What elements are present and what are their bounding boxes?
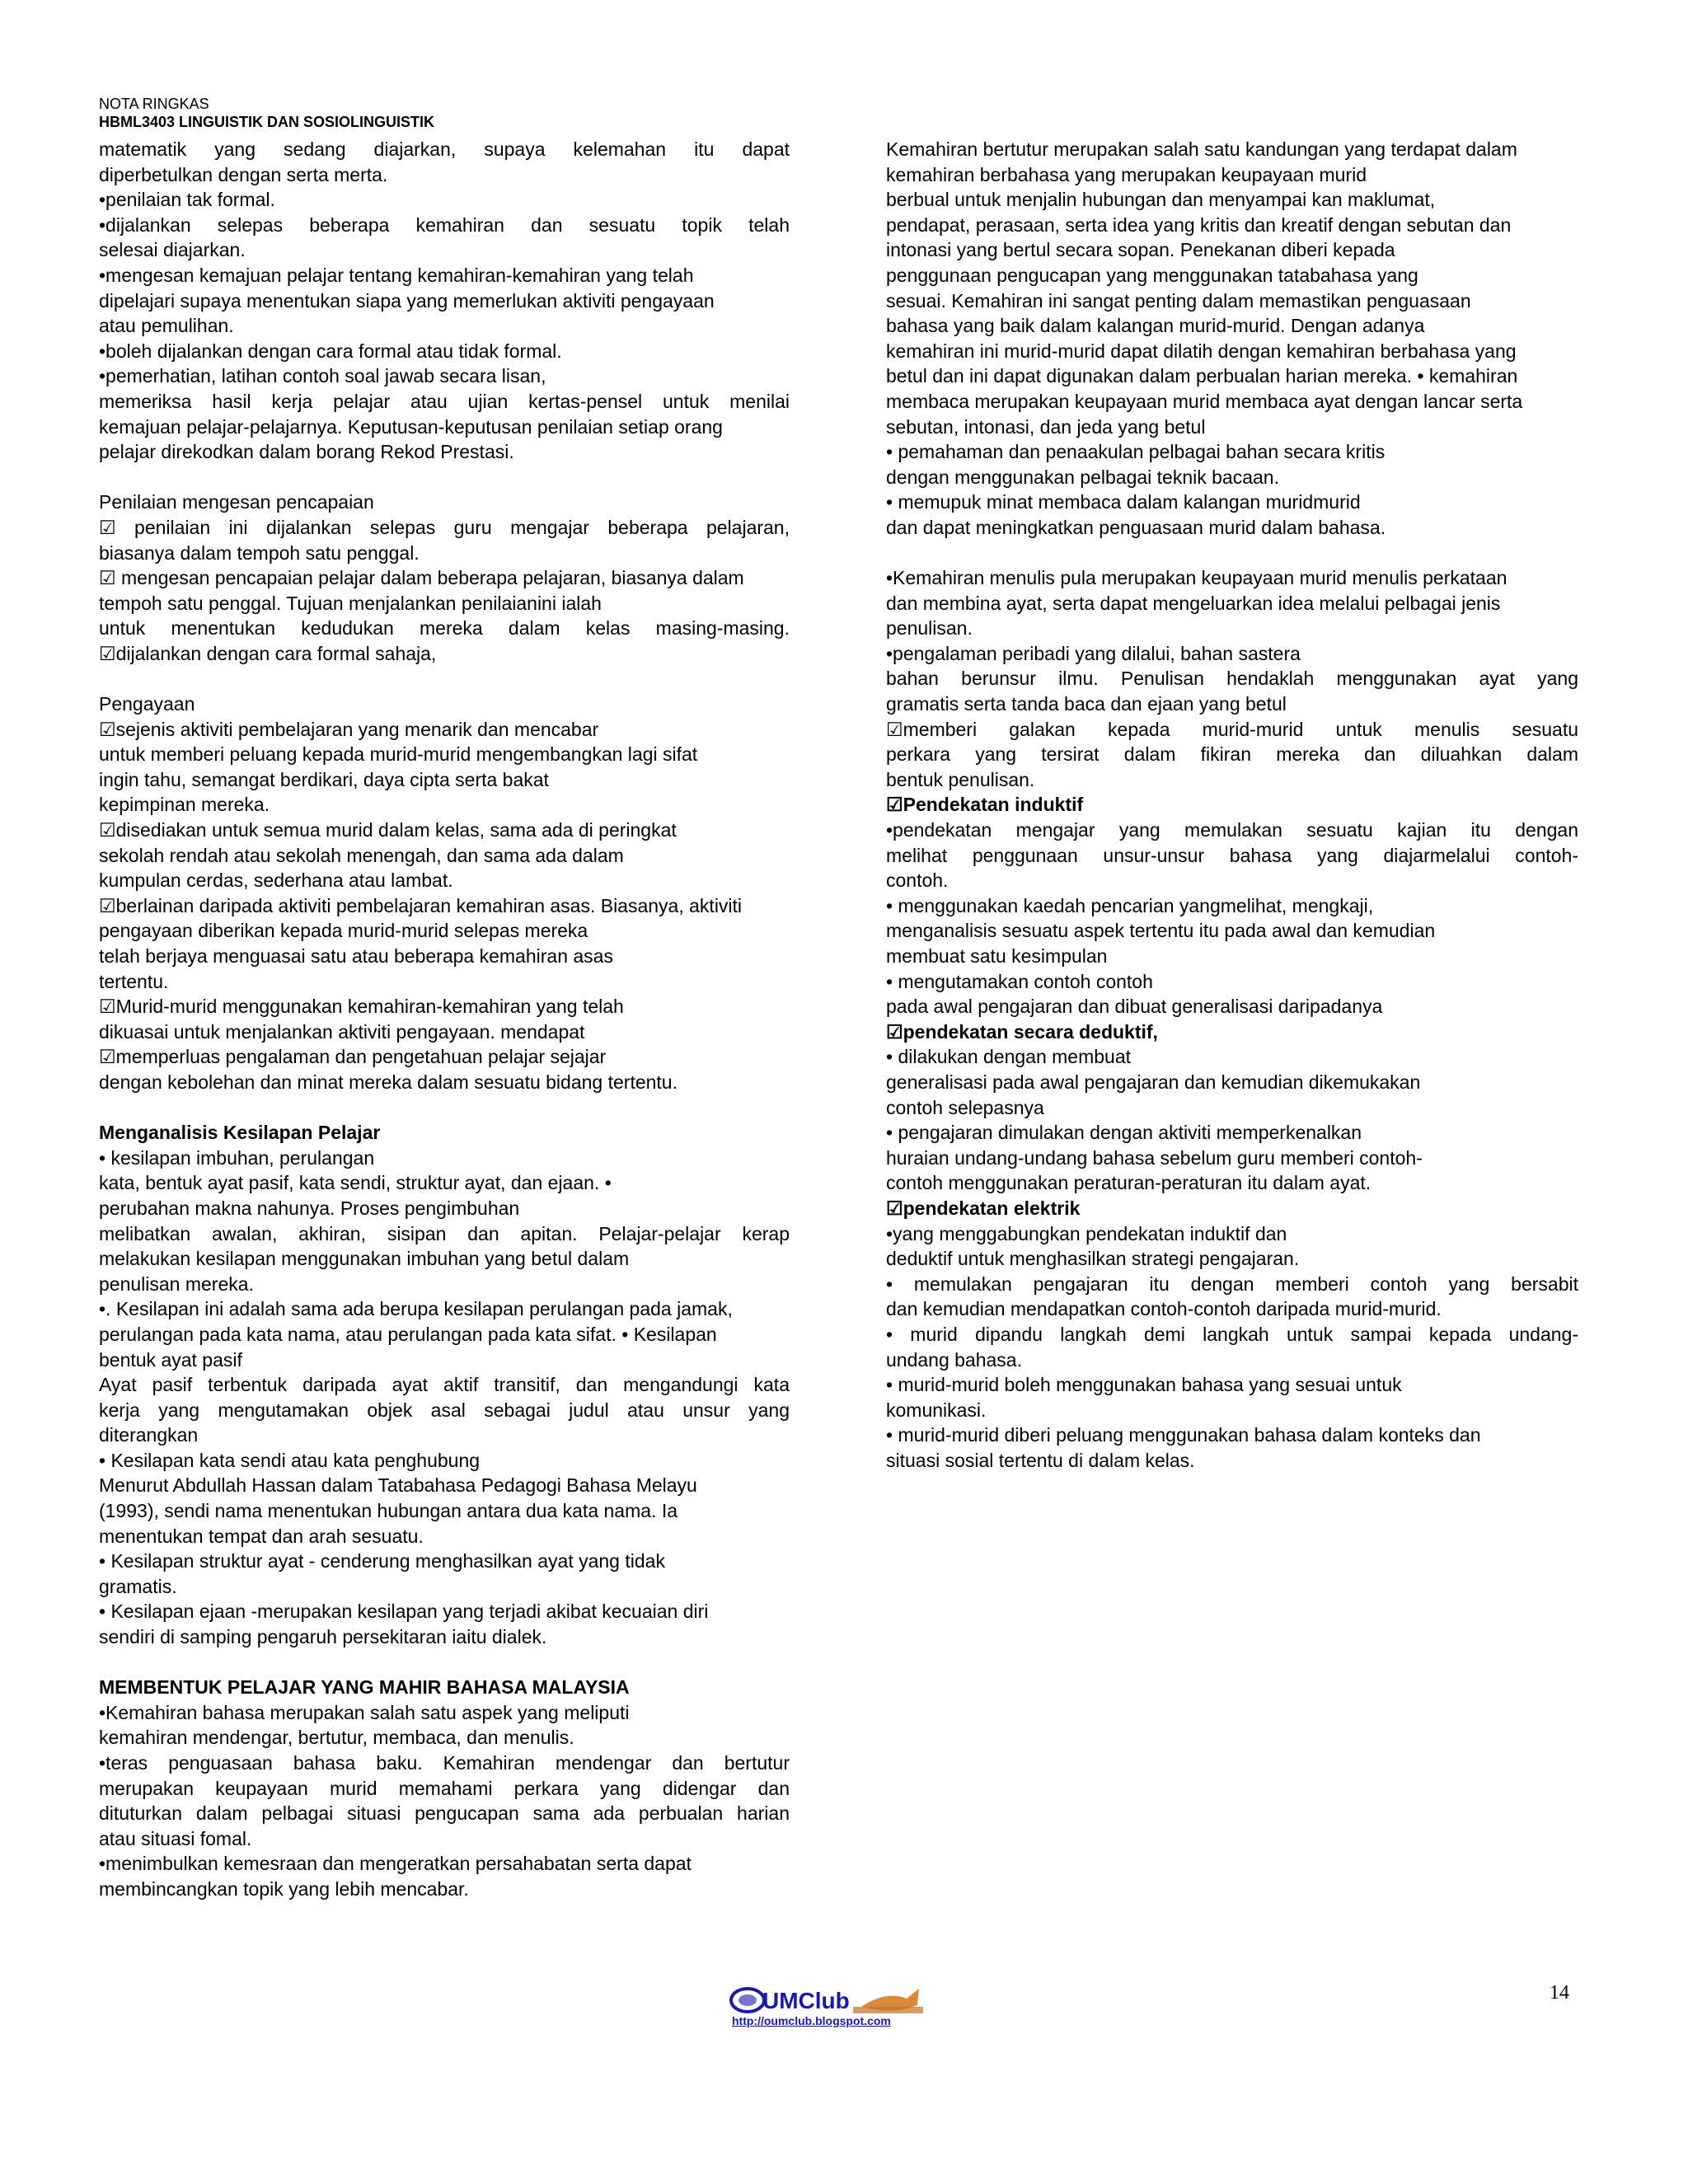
right-column-line: bentuk penulisan.: [886, 768, 1035, 790]
left-column-line: •penilaian tak formal.: [99, 189, 275, 211]
left-column-line: •dijalankan selepas beberapa kemahiran dan sesuatu topik telah: [99, 213, 790, 236]
left-column-line: pengayaan diberikan kepada murid-murid selepas mereka: [99, 920, 588, 942]
left-column-line: melibatkan awalan, akhiran, sisipan dan apitan. Pelajar-pelajar kerap: [99, 1222, 790, 1244]
left-column-line: • kesilapan imbuhan, perulangan: [99, 1146, 375, 1169]
left-column-blank-line: [99, 666, 790, 691]
left-column-line: ingin tahu, semangat berdikari, daya cipta serta bakat: [99, 768, 549, 790]
left-column-line: atau pemulihan.: [99, 315, 234, 337]
left-column-line: •menimbulkan kemesraan dan mengeratkan persahabatan serta dapat: [99, 1853, 692, 1875]
right-column-line: • menggunakan kaedah pencarian yangmelihat, mengkaji,: [886, 894, 1374, 916]
right-column-line: membaca merupakan keupayaan murid membaca ayat dengan lancar serta: [886, 390, 1523, 412]
right-column-line: gramatis serta tanda baca dan ejaan yang betul: [886, 693, 1287, 715]
right-column-line: • pemahaman dan penaakulan pelbagai bahan secara kritis: [886, 441, 1386, 463]
right-column-line: contoh selepasnya: [886, 1096, 1044, 1118]
right-column-line: huraian undang-undang bahasa sebelum guru memberi contoh-: [886, 1146, 1423, 1169]
left-column-line: kumpulan cerdas, sederhana atau lambat.: [99, 869, 453, 892]
left-column-line: tempoh satu penggal. Tujuan menjalankan penilaianini ialah: [99, 592, 602, 614]
left-column-line: ☑sejenis aktiviti pembelajaran yang menarik dan mencabar: [99, 718, 599, 740]
right-column-line: •Kemahiran menulis pula merupakan keupayaan murid menulis perkataan: [886, 567, 1507, 589]
left-column-line: kemahiran mendengar, bertutur, membaca, dan menulis.: [99, 1727, 574, 1749]
left-column-line: •pemerhatian, latihan contoh soal jawab secara lisan,: [99, 365, 546, 387]
right-column-line: dengan menggunakan pelbagai teknik bacaan.: [886, 466, 1279, 488]
left-column-line: • Kesilapan ejaan -merupakan kesilapan yang terjadi akibat kecuaian diri: [99, 1601, 709, 1623]
left-column-line: sendiri di samping pengaruh persekitaran iaitu dialek.: [99, 1626, 547, 1648]
right-column-line: undang bahasa.: [886, 1348, 1022, 1371]
left-column-line: penulisan mereka.: [99, 1272, 254, 1295]
right-column-line: sebutan, intonasi, dan jeda yang betul: [886, 415, 1206, 438]
left-column-line: • Kesilapan struktur ayat - cenderung menghasilkan ayat yang tidak: [99, 1550, 665, 1572]
left-column-line: ☑dijalankan dengan cara formal sahaja,: [99, 642, 437, 664]
logo-text: UMClub: [762, 1988, 850, 2013]
left-column-line: membincangkan topik yang lebih mencabar.: [99, 1877, 469, 1900]
right-column-line: generalisasi pada awal pengajaran dan kemudian dikemukakan: [886, 1071, 1421, 1093]
left-column-line: ☑ penilaian ini dijalankan selepas guru mengajar beberapa pelajaran,: [99, 516, 790, 538]
left-column-line: kepimpinan mereka.: [99, 794, 270, 816]
left-column-line: ☑Murid-murid menggunakan kemahiran-kemahiran yang telah: [99, 996, 624, 1018]
left-column-line: •boleh dijalankan dengan cara formal atau tidak formal.: [99, 340, 562, 362]
right-column-line: bahasa yang baik dalam kalangan murid-murid. Dengan adanya: [886, 315, 1425, 337]
right-column-line: pendapat, perasaan, serta idea yang kritis dan kreatif dengan sebutan dan: [886, 213, 1512, 236]
left-column: [99, 137, 790, 1902]
left-column-line: • Kesilapan kata sendi atau kata penghubung: [99, 1449, 481, 1471]
left-column-line: ☑berlainan daripada aktiviti pembelajaran kemahiran asas. Biasanya, aktiviti: [99, 894, 743, 916]
right-column-line: deduktif untuk menghasilkan strategi pengajaran.: [886, 1248, 1300, 1270]
left-column-line: bentuk ayat pasif: [99, 1348, 242, 1371]
right-column-line: contoh.: [886, 869, 949, 892]
right-column-line: komunikasi.: [886, 1399, 987, 1421]
right-column-line: penulisan.: [886, 617, 973, 640]
left-column-line: perubahan makna nahunya. Proses pengimbuhan: [99, 1197, 520, 1219]
left-column-line: telah berjaya menguasai satu atau beberapa kemahiran asas: [99, 945, 613, 967]
left-column-line: atau situasi fomal.: [99, 1827, 252, 1849]
left-column-line: diterangkan: [99, 1424, 199, 1446]
header-title: NOTA RINGKAS: [99, 96, 209, 112]
right-column-blank-line: [886, 541, 1578, 566]
left-column-line: gramatis.: [99, 1575, 177, 1597]
left-column-line: dengan kebolehan dan minat mereka dalam sesuatu bidang tertentu.: [99, 1071, 678, 1093]
left-column-line: •mengesan kemajuan pelajar tentang kemahiran-kemahiran yang telah: [99, 264, 694, 286]
right-column-line: • murid dipandu langkah demi langkah untuk sampai kepada undang-: [886, 1323, 1578, 1345]
left-column-line: biasanya dalam tempoh satu penggal.: [99, 541, 420, 564]
left-column-line: •. Kesilapan ini adalah sama ada berupa kesilapan perulangan pada jamak,: [99, 1298, 733, 1320]
left-column-line: ☑ mengesan pencapaian pelajar dalam beberapa pelajaran, biasanya dalam: [99, 567, 744, 589]
left-column-line: (1993), sendi nama menentukan hubungan antara dua kata nama. Ia: [99, 1500, 678, 1522]
left-column-line: dipelajari supaya menentukan siapa yang memerlukan aktiviti pengayaan: [99, 289, 715, 312]
left-column-line: ☑memperluas pengalaman dan pengetahuan pelajar sejajar: [99, 1046, 607, 1068]
left-column-line: selesai diajarkan.: [99, 239, 246, 261]
right-column-line: kemahiran ini murid-murid dapat dilatih dengan kemahiran berbahasa yang: [886, 340, 1517, 362]
right-column-line: • pengajaran dimulakan dengan aktiviti memperkenalkan: [886, 1122, 1362, 1144]
right-column-line: perkara yang tersirat dalam fikiran mereka dan diluahkan dalam: [886, 743, 1578, 766]
blog-link[interactable]: http://oumclub.blogspot.com: [732, 2014, 891, 2027]
right-column-line: berbual untuk menjalin hubungan dan menyampai kan maklumat,: [886, 189, 1436, 211]
left-column-blank-line: [99, 1650, 790, 1675]
right-column-line: kemahiran berbahasa yang merupakan keupayaan murid: [886, 163, 1367, 185]
right-column-line: membuat satu kesimpulan: [886, 945, 1108, 967]
left-column-line: dituturkan dalam pelbagai situasi pengucapan sama ada perbualan harian: [99, 1802, 790, 1825]
left-column-line: •teras penguasaan bahasa baku. Kemahiran mendengar dan bertutur: [99, 1752, 790, 1774]
right-column-line: •pengalaman peribadi yang dilalui, bahan sastera: [886, 642, 1301, 664]
left-column-line: kerja yang mengutamakan objek asal sebagai judul atau unsur yang: [99, 1399, 790, 1421]
right-column-line: betul dan ini dapat digunakan dalam perbualan harian mereka. • kemahiran: [886, 365, 1518, 387]
left-column-line: untuk memberi peluang kepada murid-murid mengembangkan lagi sifat: [99, 743, 698, 766]
left-column-blank-line: [99, 1095, 790, 1121]
left-column-blank-line: [99, 465, 790, 490]
header-course: HBML3403 LINGUISTIK DAN SOSIOLINGUISTIK: [99, 114, 435, 130]
left-column-line: pelajar direkodkan dalam borang Rekod Prestasi.: [99, 441, 514, 463]
right-column-line: • murid-murid diberi peluang menggunakan bahasa dalam konteks dan: [886, 1424, 1481, 1446]
right-column-line: contoh menggunakan peraturan-peraturan itu dalam ayat.: [886, 1172, 1372, 1194]
right-column-line: bahan berunsur ilmu. Penulisan hendaklah menggunakan ayat yang: [886, 668, 1578, 690]
left-column-line: •Kemahiran bahasa merupakan salah satu aspek yang meliputi: [99, 1701, 630, 1723]
left-column-line: matematik yang sedang diajarkan, supaya kelemahan itu dapat: [99, 138, 790, 160]
right-column-line: sesuai. Kemahiran ini sangat penting dalam memastikan penguasaan: [886, 289, 1471, 312]
left-column-line: untuk menentukan kedudukan mereka dalam kelas masing-masing.: [99, 617, 790, 640]
right-column-line: ☑pendekatan secara deduktif,: [886, 1020, 1158, 1043]
left-column-line: MEMBENTUK PELAJAR YANG MAHIR BAHASA MALAYSIA: [99, 1676, 630, 1699]
left-column-line: memeriksa hasil kerja pelajar atau ujian kertas-pensel untuk menilai: [99, 390, 790, 412]
right-column-line: menganalisis sesuatu aspek tertentu itu pada awal dan kemudian: [886, 920, 1436, 942]
right-column-line: dan membina ayat, serta dapat mengeluarkan idea melalui pelbagai jenis: [886, 592, 1501, 614]
right-column-line: •yang menggabungkan pendekatan induktif dan: [886, 1222, 1287, 1244]
left-column-line: kemajuan pelajar-pelajarnya. Keputusan-keputusan penilaian setiap orang: [99, 415, 723, 438]
right-column-line: penggunaan pengucapan yang menggunakan tatabahasa yang: [886, 264, 1418, 286]
left-column-line: kata, bentuk ayat pasif, kata sendi, struktur ayat, dan ejaan. •: [99, 1172, 612, 1194]
right-column-line: • memupuk minat membaca dalam kalangan muridmurid: [886, 491, 1361, 513]
left-column-line: Ayat pasif terbentuk daripada ayat aktif transitif, dan mengandungi kata: [99, 1374, 790, 1396]
left-column-line: ☑disediakan untuk semua murid dalam kelas, sama ada di peringkat: [99, 819, 677, 841]
page-number: 14: [1550, 1982, 1569, 2004]
right-column-line: dan dapat meningkatkan penguasaan murid dalam bahasa.: [886, 516, 1386, 538]
left-column-line: tertentu.: [99, 970, 169, 992]
left-column-line: sekolah rendah atau sekolah menengah, dan sama ada dalam: [99, 844, 624, 866]
right-column-line: ☑pendekatan elektrik: [886, 1197, 1081, 1219]
right-column-line: ☑memberi galakan kepada murid-murid untuk menulis sesuatu: [886, 718, 1578, 740]
right-column: [886, 137, 1578, 1473]
right-column-line: dan kemudian mendapatkan contoh-contoh daripada murid-murid.: [886, 1298, 1442, 1320]
right-column-line: •pendekatan mengajar yang memulakan sesuatu kajian itu dengan: [886, 819, 1578, 841]
left-column-line: Menurut Abdullah Hassan dalam Tatabahasa Pedagogi Bahasa Melayu: [99, 1474, 697, 1497]
right-column-line: pada awal pengajaran dan dibuat generalisasi daripadanya: [886, 996, 1383, 1018]
page-header: [99, 95, 434, 131]
right-column-line: ☑Pendekatan induktif: [886, 794, 1084, 816]
left-column-line: Penilaian mengesan pencapaian: [99, 491, 374, 513]
right-column-line: • memulakan pengajaran itu dengan memberi contoh yang bersabit: [886, 1272, 1578, 1295]
right-column-line: • dilakukan dengan membuat: [886, 1046, 1132, 1068]
left-column-line: diperbetulkan dengan serta merta.: [99, 163, 388, 185]
left-column-line: Menganalisis Kesilapan Pelajar: [99, 1122, 381, 1144]
left-column-line: menentukan tempat dan arah sesuatu.: [99, 1525, 424, 1547]
right-column-line: • murid-murid boleh menggunakan bahasa yang sesuai untuk: [886, 1374, 1402, 1396]
right-column-line: intonasi yang bertul secara sopan. Penekanan diberi kepada: [886, 239, 1395, 261]
right-column-line: situasi sosial tertentu di dalam kelas.: [886, 1449, 1195, 1471]
left-column-line: merupakan keupayaan murid memahami perkara yang didengar dan: [99, 1777, 790, 1799]
right-column-line: melihat penggunaan unsur-unsur bahasa yang diajarmelalui contoh-: [886, 844, 1578, 866]
right-column-line: Kemahiran bertutur merupakan salah satu kandungan yang terdapat dalam: [886, 138, 1517, 160]
right-column-line: • mengutamakan contoh contoh: [886, 970, 1153, 992]
left-column-line: Pengayaan: [99, 693, 195, 715]
left-column-line: dikuasai untuk menjalankan aktiviti pengayaan. mendapat: [99, 1020, 585, 1043]
left-column-line: perulangan pada kata nama, atau perulangan pada kata sifat. • Kesilapan: [99, 1323, 717, 1345]
left-column-line: melakukan kesilapan menggunakan imbuhan yang betul dalam: [99, 1248, 630, 1270]
